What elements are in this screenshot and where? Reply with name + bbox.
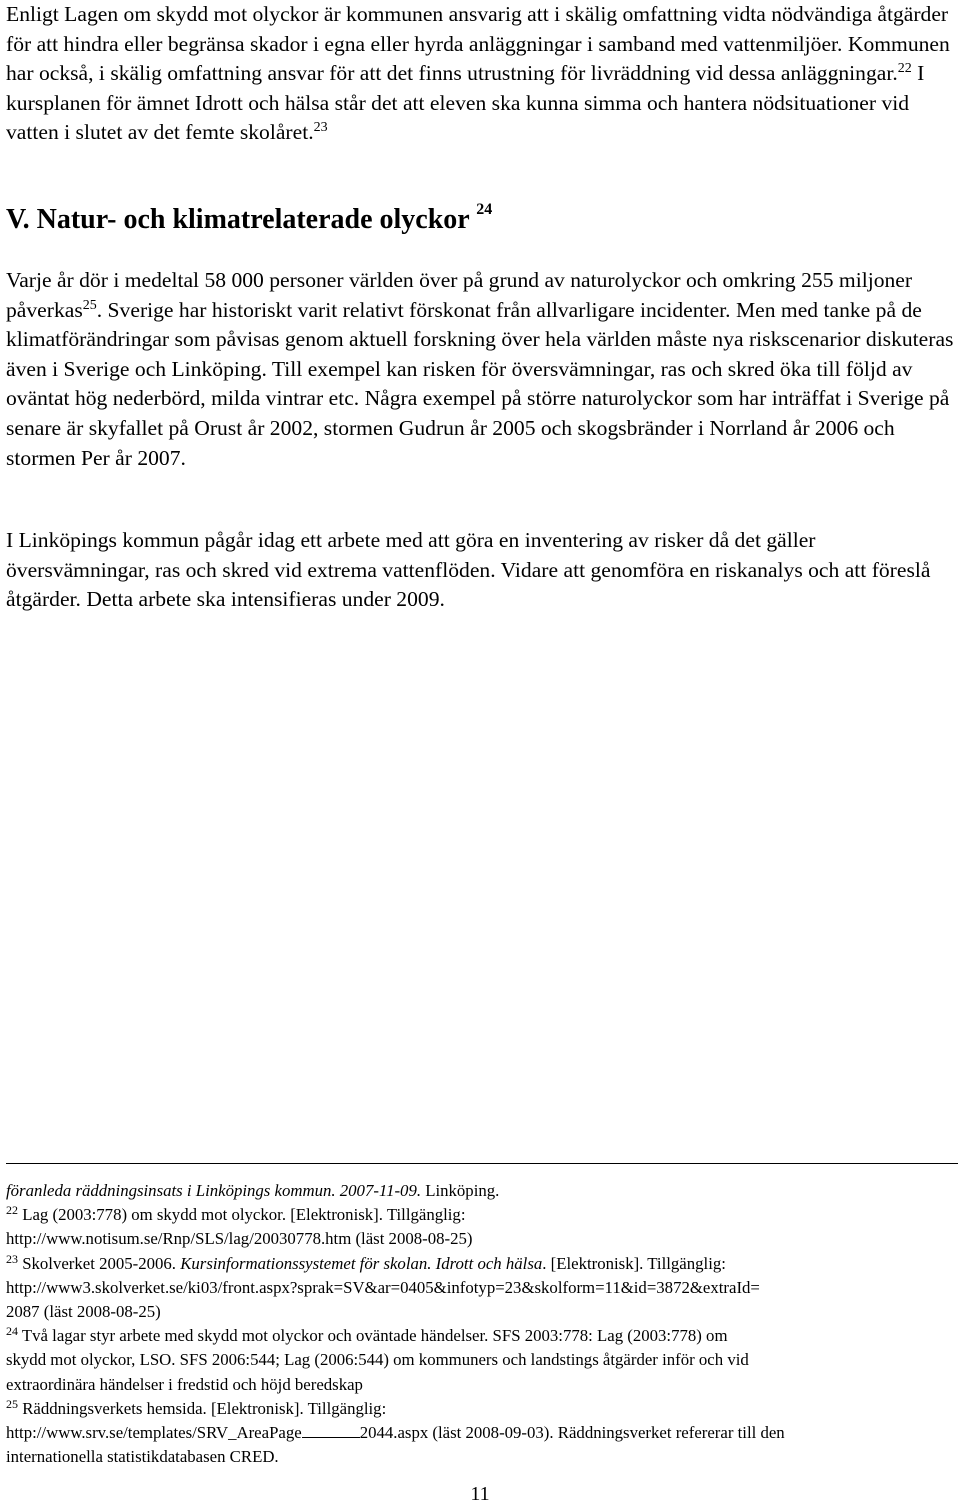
paragraph-text: I kursplanen för ämnet Idrott och hälsa står det att eleven ska kunna simma och hantera nödsituationer vid vatten i slutet av det femte skolåret. — [6, 61, 925, 145]
footnote-number: 24 — [6, 1324, 18, 1339]
paragraph-text: . Sverige har historiskt varit relativt förskonat från allvarligare incidenter. Men med tanke på de klimatförändringar som påvisas genom aktuell forskning över hela världen måste nya riskscenarior diskuteras även i Sverige och Linköping. Till exempel kan risken för översvämningar, ras och skred öka till följd av oväntat hög nederbörd, milda vintrar etc. Några exempel på större naturolyckor som har inträffat i Sverige på senare är skyfallet på Orust år 2002, stormen Gudrun år 2005 och skogsbränder i Norrland år 2006 och stormen Per år 2007. — [6, 297, 954, 470]
footnote-25-link[interactable] — [6, 1421, 958, 1445]
heading-text: V. Natur- och klimatrelaterade olyckor — [6, 204, 470, 235]
footnote-text: Lag (2003:778) om skydd mot olyckor. [Elektronisk]. Tillgänglig: — [18, 1205, 466, 1225]
footnote-23 — [6, 1252, 958, 1276]
footnote-25 — [6, 1397, 958, 1421]
footnote-number: 22 — [6, 1203, 18, 1218]
footnote-ref-23[interactable]: 23 — [313, 120, 328, 136]
footnote-23-link[interactable]: http://www3.skolverket.se/ki03/front.aspx?sprak=SV&ar=0405&infotyp=23&skolform=11&id=3872&extraId= — [6, 1277, 760, 1297]
footnote-24-line3: extraordinära händelser i fredstid och höjd beredskap — [6, 1374, 363, 1394]
footnotes — [6, 1179, 958, 1469]
paragraph-text: Varje år dör i medeltal 58 000 personer världen över på grund av naturolyckor och omkring 255 miljoner påverkas — [6, 268, 913, 322]
footnote-text: . [Elektronisk]. Tillgänglig: — [542, 1253, 726, 1273]
underscore-gap — [302, 1423, 360, 1438]
footnote-ref-22[interactable]: 22 — [897, 61, 912, 77]
footnote-text: Skolverket 2005-2006. — [18, 1253, 181, 1273]
paragraph-natural-disasters — [6, 266, 954, 473]
footnote-number: 23 — [6, 1251, 18, 1266]
footnote-divider — [6, 1163, 958, 1164]
footnote-number: 25 — [6, 1396, 18, 1411]
page-number: 11 — [470, 1483, 490, 1505]
footnote-24 — [6, 1324, 958, 1348]
paragraph-water-safety — [6, 0, 954, 148]
footnote-text: Två lagar styr arbete med skydd mot olyckor och oväntade händelser. SFS 2003:778: Lag (2003:778) om — [18, 1326, 728, 1346]
footnote-ref-24[interactable]: 24 — [476, 201, 493, 218]
footnote-23-date: 2087 (läst 2008-08-25) — [6, 1302, 161, 1322]
paragraph-text: Enligt Lagen om skydd mot olyckor är kommunen ansvarig att i skälig omfattning vidta nödvändiga åtgärder för att hindra eller begränsa skador i egna eller hyrda anläggningar i samband med vattenmiljöer. Kommunen har också, i skälig omfattning ansvar för att det finns utrustning för livräddning vid dessa anläggningar. — [6, 2, 950, 86]
footnote-text: 2044.aspx (läst 2008-09-03). Räddningsverket refererar till den — [359, 1423, 785, 1443]
paragraph-linkoping: I Linköpings kommun pågår idag ett arbete med att göra en inventering av risker då det gäller översvämningar, ras och skred vid extrema vattenflöden. Vidare att genomföra en riskanalys och att föreslå åtgärder. Detta arbete ska intensifieras under 2009. — [6, 528, 931, 612]
footnote-italic-text: föranleda räddningsinsats i Linköpings kommun. 2007-11-09. — [6, 1181, 422, 1200]
section-heading — [6, 202, 492, 238]
footnote-22 — [6, 1203, 958, 1227]
footnote-24-line2: skydd mot olyckor, LSO. SFS 2006:544; Lag (2006:544) om kommuners och landstings åtgärder inför och vid — [6, 1350, 749, 1370]
footnote-continuation — [6, 1179, 958, 1203]
footnote-italic-text: Kursinformationssystemet för skolan. Idrott och hälsa — [180, 1253, 543, 1273]
footnote-text: Räddningsverkets hemsida. [Elektronisk]. Tillgänglig: — [18, 1398, 387, 1418]
footnote-22-link[interactable]: http://www.notisum.se/Rnp/SLS/lag/20030778.htm (läst 2008-08-25) — [6, 1229, 473, 1249]
footnote-text: Linköping. — [421, 1181, 500, 1200]
footnote-link-text[interactable]: http://www.srv.se/templates/SRV_AreaPage — [6, 1423, 302, 1443]
footnote-ref-25[interactable]: 25 — [82, 297, 97, 313]
footnote-25-line3: internationella statistikdatabasen CRED. — [6, 1447, 279, 1467]
